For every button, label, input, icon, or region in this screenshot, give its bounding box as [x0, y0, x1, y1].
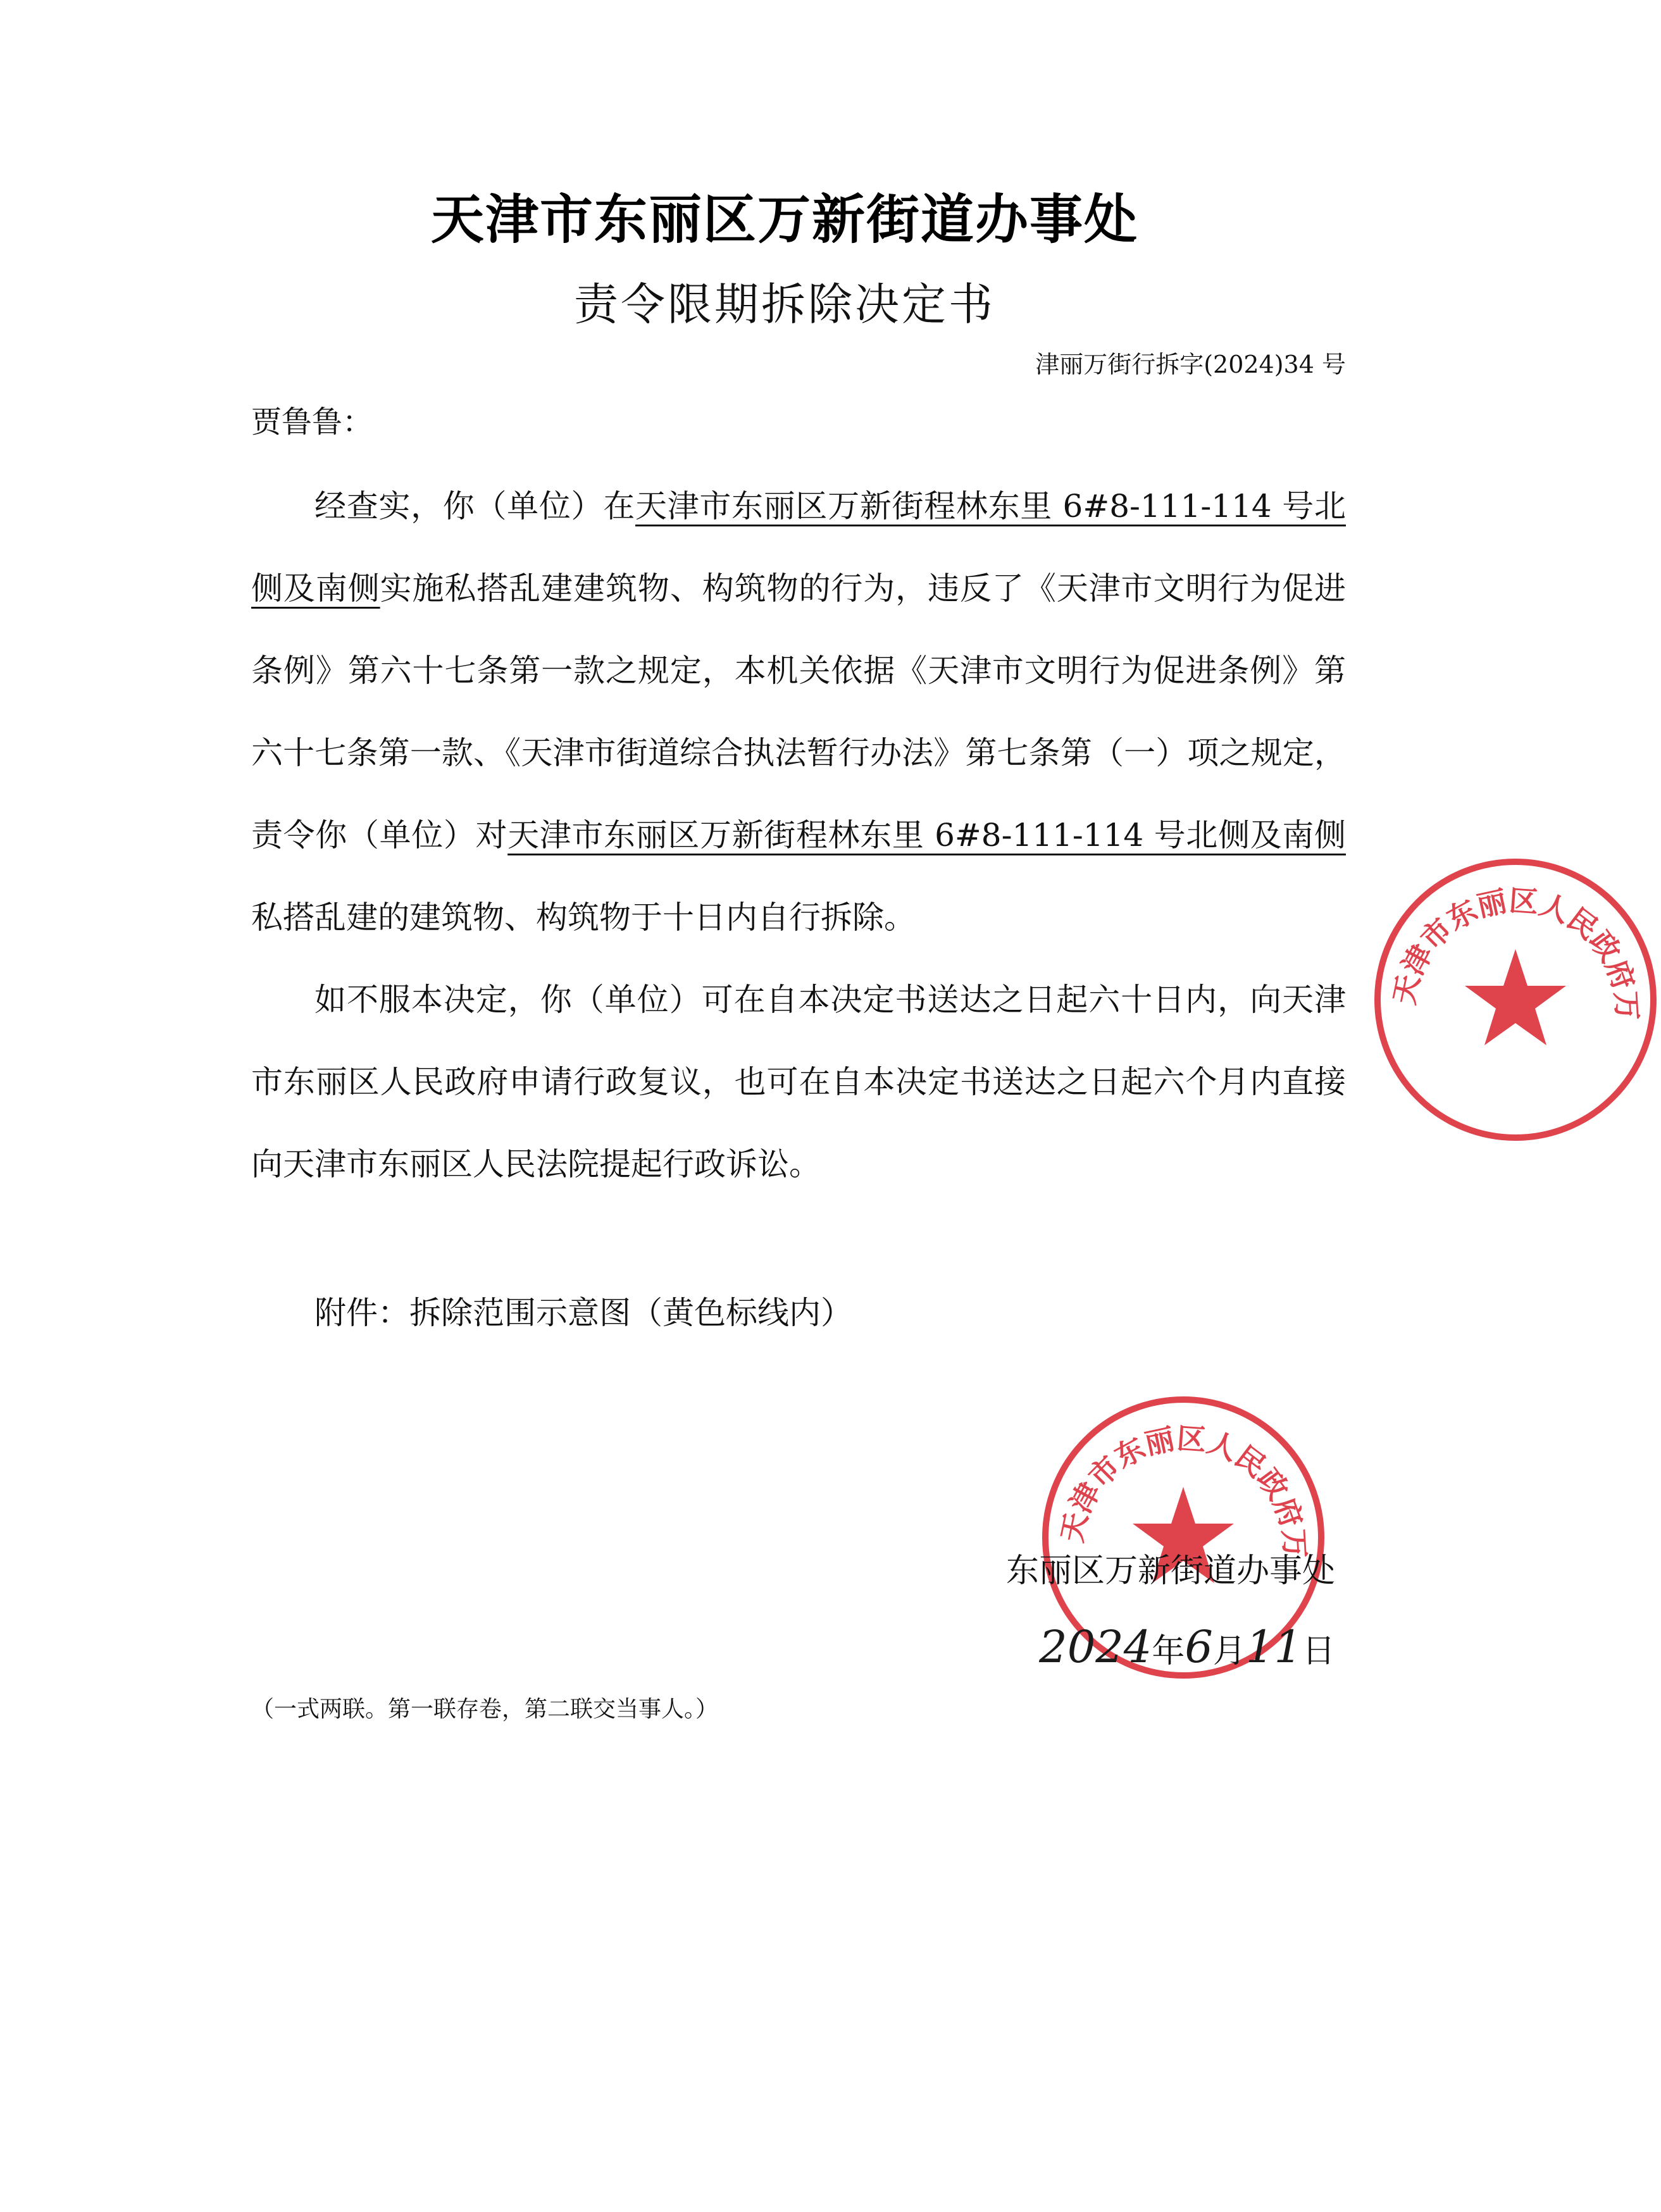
official-seal-partial	[1370, 854, 1661, 1145]
date-day-handwritten: 11	[1245, 1621, 1302, 1673]
svg-text:天津市东丽区人民政府万新街道办事处: 天津市东丽区人民政府万	[1054, 1420, 1312, 1560]
document-subtitle: 责令限期拆除决定书	[574, 278, 995, 330]
paragraph-appeal: 如不服本决定，你（单位）可在自本决定书送达之日起六十日内，向天津市东丽区人民政府申请行政复议，也可在自本决定书送达之日起六个月内直接向天津市东丽区人民法院提起行政诉讼。	[251, 981, 1346, 1183]
location-underlined-repeat: 天津市东丽区万新街程林东里 6#8-111-114 号北侧及南侧	[507, 817, 1346, 854]
document-body	[251, 465, 1346, 1205]
date-day-suffix: 日	[1302, 1632, 1335, 1670]
document-number: 津丽万街行拆字(2024)34 号	[1035, 351, 1346, 378]
date-year-handwritten: 2024	[1039, 1621, 1152, 1673]
svg-text:天津市东丽区人民政府万新街道办事处: 天津市东丽区人民政府万	[1386, 883, 1645, 1022]
paragraph-findings	[251, 465, 1346, 959]
copies-footnote: （一式两联。第一联存卷，第二联交当事人。）	[251, 1696, 719, 1722]
paragraph-tail: 私搭乱建的建筑物、构筑物于十日内自行拆除。	[251, 899, 916, 936]
issuing-authority: 东丽区万新街道办事处	[1005, 1552, 1335, 1590]
attachment-note: 附件：拆除范围示意图（黄色标线内）	[314, 1295, 852, 1331]
paragraph-mid: 实施私搭乱建建筑物、构筑物的行为，违反了《天津市文明行为促进条例》第六十七条第一款之规定，本机关依据《天津市文明行为促进条例》第六十七条第一款、《天津市街道综合执法暂行办法》第七条第（一）项之规定，责令你（单位）对	[251, 570, 1347, 854]
location-underlined: 天津市东丽区万新街程林东里 6#8-111-114 号北侧及南侧	[251, 488, 1346, 607]
date-month-handwritten: 6	[1185, 1621, 1213, 1673]
paragraph-lead: 经查实，你（单位）在	[314, 488, 635, 525]
issue-date	[1039, 1621, 1335, 1673]
date-month-suffix: 月	[1212, 1632, 1246, 1670]
addressee: 贾鲁鲁：	[251, 404, 373, 440]
page-title: 天津市东丽区万新街道办事处	[430, 189, 1138, 251]
date-year-suffix: 年	[1152, 1632, 1185, 1670]
